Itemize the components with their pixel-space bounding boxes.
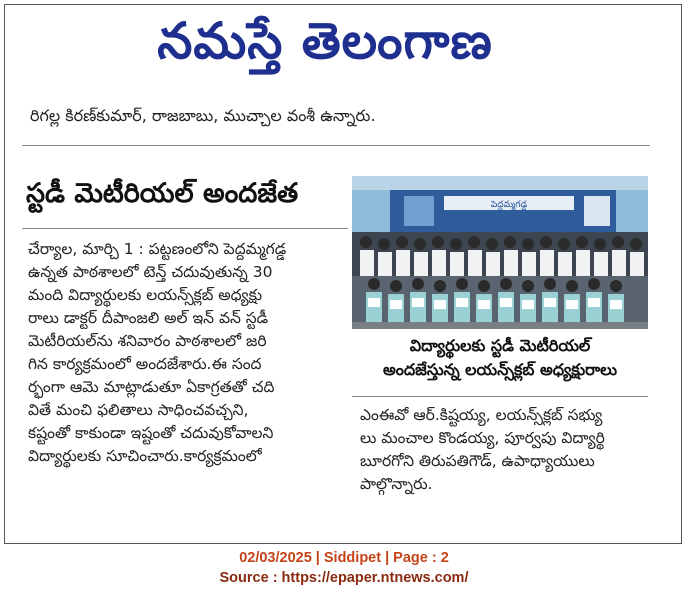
edition-info: 02/03/2025 | Siddipet | Page : 2	[239, 550, 449, 566]
body-line: రాలు డాక్టర్ దీపాంజలి అల్ ఇన్ వన్ స్టడీ	[28, 309, 269, 327]
body-line: పాల్గొన్నారు.	[360, 475, 433, 493]
body-line: లు మంచాల కొండయ్య, పూర్వపు విద్యార్థి	[360, 429, 605, 447]
caption-line: అందజేస్తున్న లయన్స్‌క్లబ్ అధ్యక్షురాలు	[382, 360, 618, 379]
body-line: గిన కార్యక్రమంలో అందజేశారు.ఈ సంద	[28, 355, 262, 373]
caption-line: విద్యార్థులకు స్టడీ మెటీరియల్	[409, 336, 591, 355]
divider	[22, 145, 650, 146]
body-line: ర్భంగా ఆమె మాట్లాడుతూ ఏకాగ్రతతో చది	[28, 378, 275, 396]
divider	[352, 396, 648, 397]
article-photo	[352, 176, 648, 329]
photo-banner-text: పెద్దమ్మగడ్డ	[490, 200, 528, 210]
body-line: బూరగోని తిరుపతిగౌడ్, ఉపాధ్యాయులు	[360, 452, 595, 470]
body-line: విద్యార్థులకు సూచించారు.కార్యక్రమంలో	[28, 447, 262, 465]
article-body-left	[28, 238, 334, 468]
continued-text-line: రిగల్ల కిరణ్‌కుమార్, రాజబాబు, ముచ్చాల వంశీ ఉన్నారు.	[30, 106, 376, 125]
body-line: కష్టంతో కాకుండా ఇష్టంతో చదువుకోవాలని	[28, 424, 274, 442]
body-line: చేర్యాల, మార్చి 1 : పట్టణంలోని పెద్దమ్మగడ్డ	[28, 240, 287, 258]
article-body-right	[360, 404, 654, 496]
body-line: మెటీరియల్‌ను శనివారం పాఠశాలలో జరి	[28, 332, 267, 350]
page-footer	[0, 548, 688, 588]
group-photo-illustration	[352, 176, 648, 329]
source-link[interactable]: Source : https://epaper.ntnews.com/	[219, 570, 469, 586]
body-line: వితే మంచి ఫలితాలు సాధించవచ్చని,	[28, 401, 249, 419]
divider	[22, 228, 348, 229]
body-line: ఎంఈవో ఆర్.కిష్టయ్య, లయన్స్‌క్లబ్ సభ్యు	[360, 406, 603, 424]
newspaper-masthead: నమస్తే తెలంగాణ	[157, 11, 493, 70]
article-headline: స్టడీ మెటీరియల్ అందజేత	[26, 178, 299, 209]
body-line: మంది విద్యార్థులకు లయన్స్‌క్లబ్ అధ్యక్షు	[28, 286, 263, 304]
photo-caption	[352, 334, 648, 382]
body-line: ఉన్నత పాఠశాలలో టెన్త్ చదువుతున్న 30	[28, 263, 273, 281]
